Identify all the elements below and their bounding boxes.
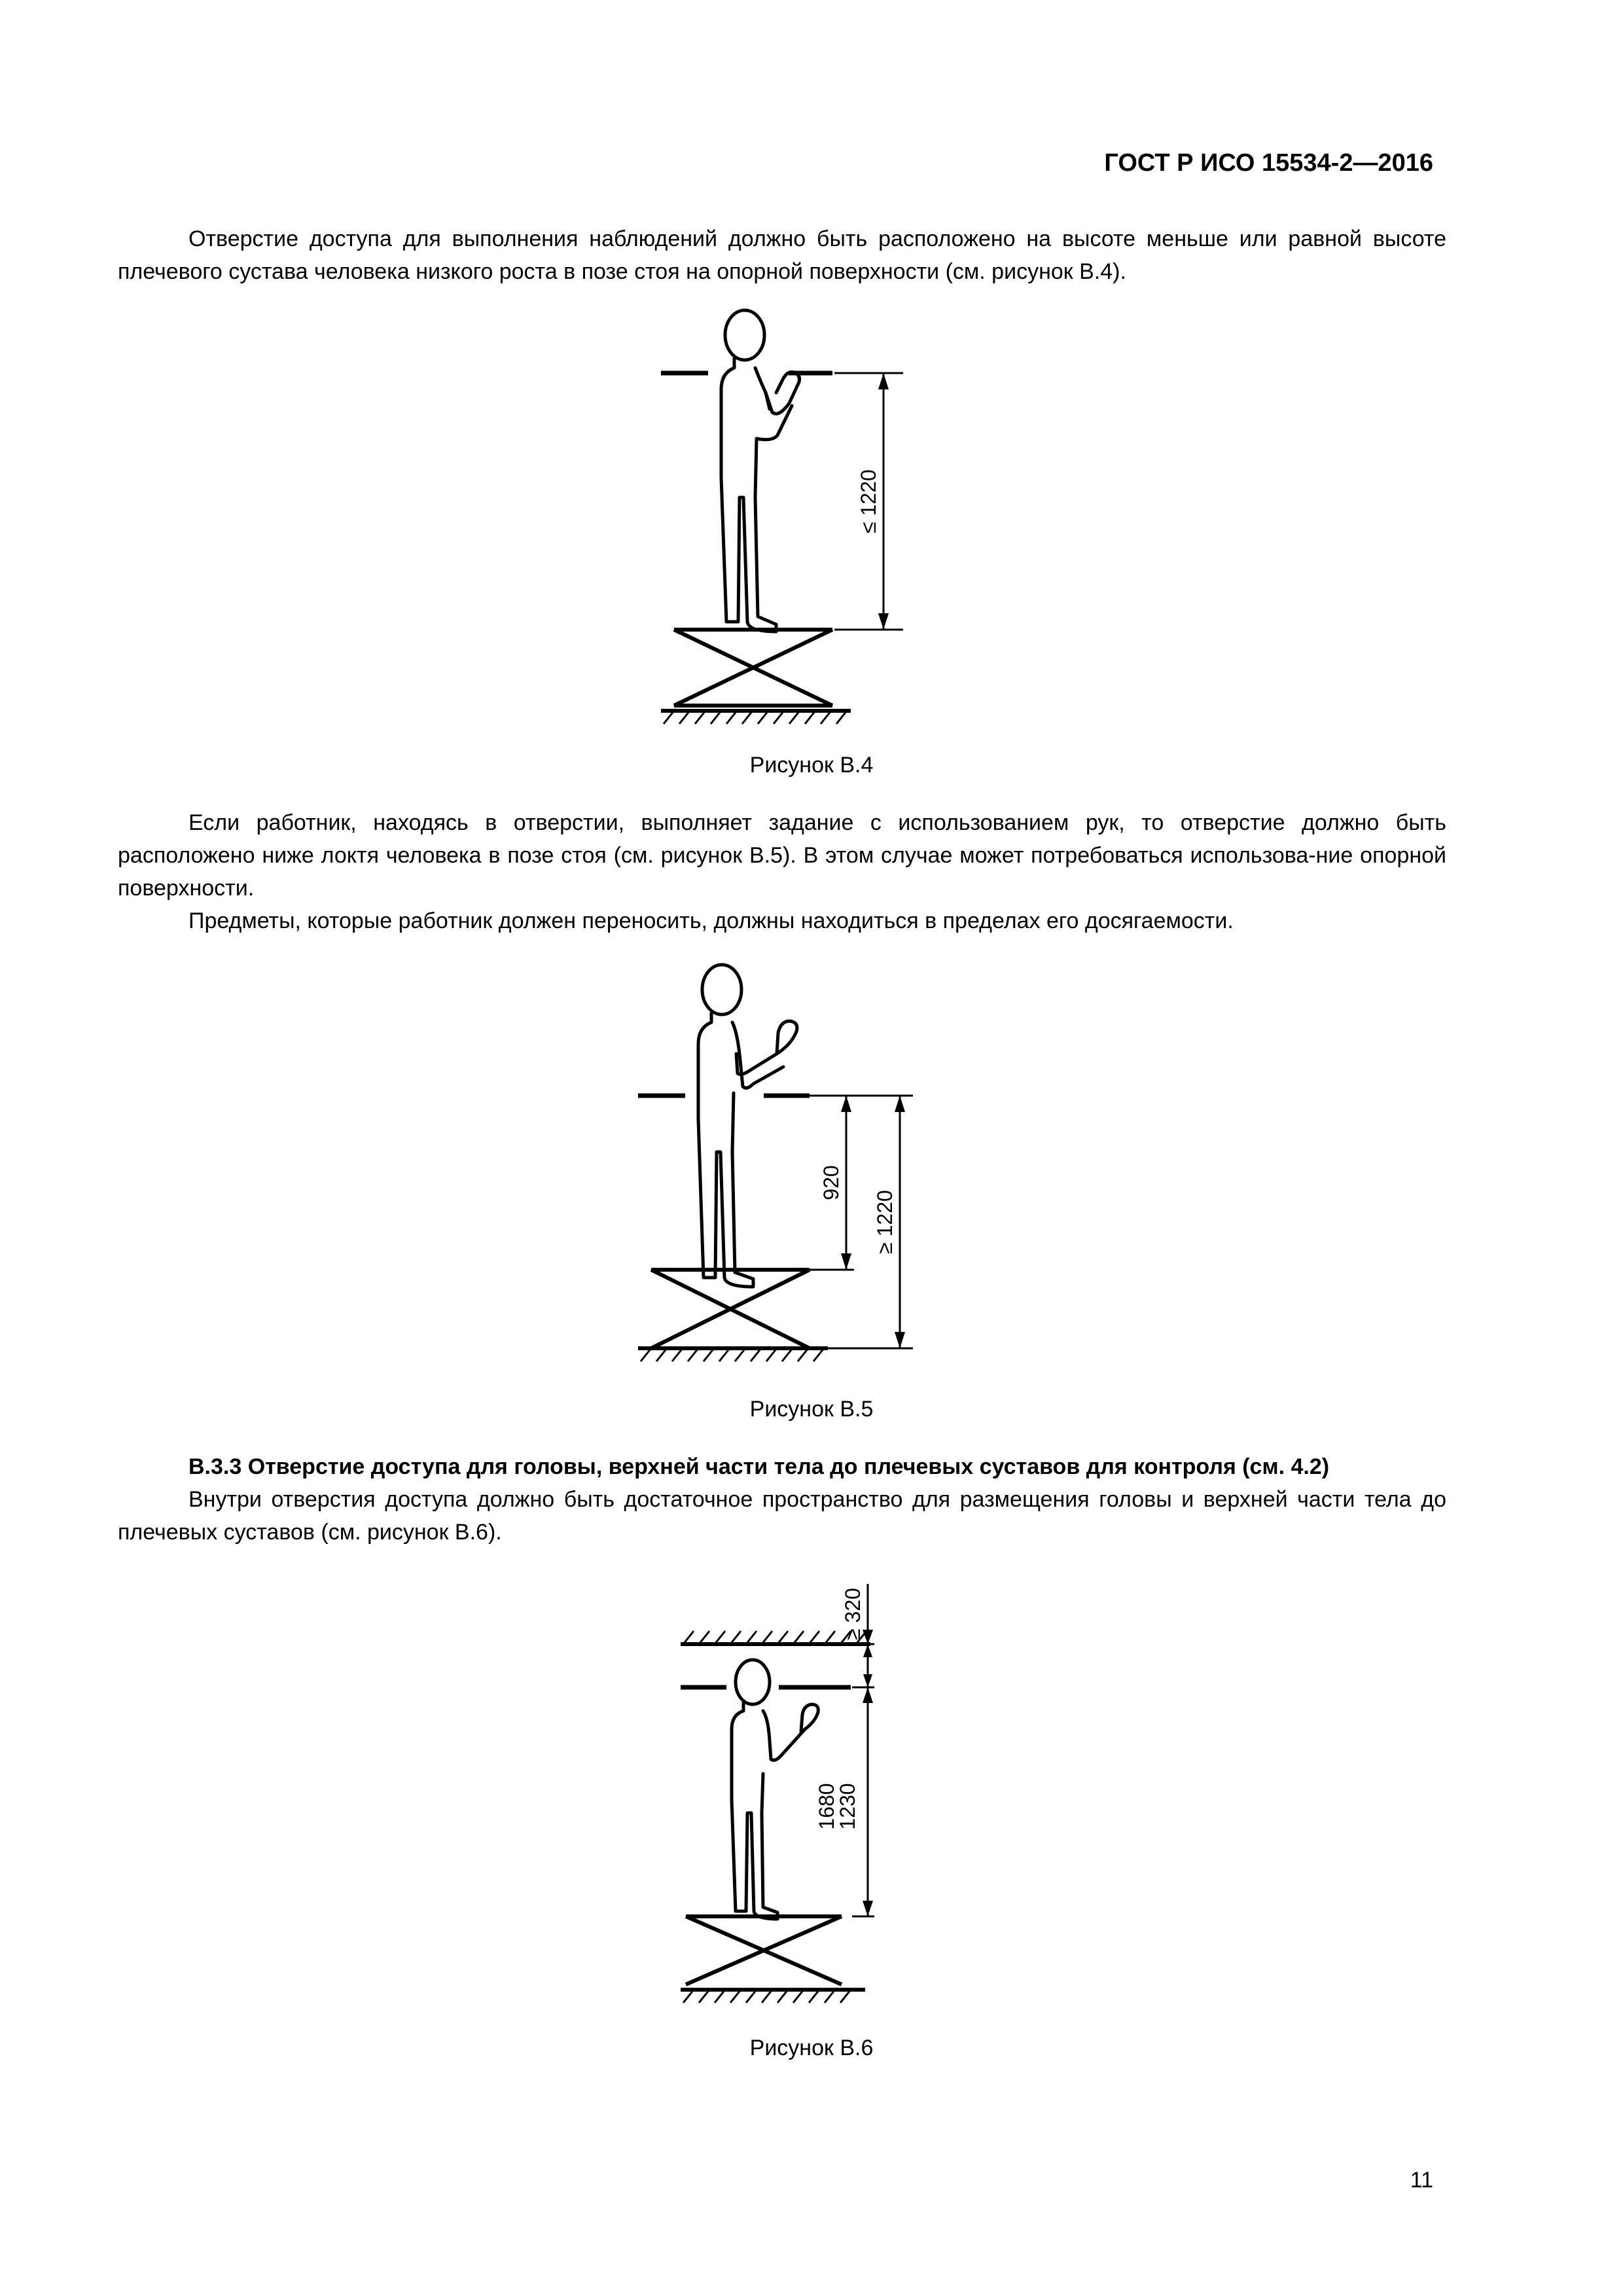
figure-b6-drawing <box>0 1584 1623 2016</box>
figure-b4-caption: Рисунок В.4 <box>749 753 874 778</box>
section-title-b33: В.3.3 Отверстие доступа для головы, верхней части тела до плечевых суставов для контроля (см. 4.2) <box>188 1454 1330 1479</box>
figure-b4-dimension-label: ≤ 1220 <box>857 469 880 533</box>
paragraph-observation-opening: Отверстие доступа для выполнения наблюдений должно быть расположено на высоте меньше или равной высоте плечевого сустава человека низкого роста в позе стоя на опорной поверхности (см. рисунок В.4). <box>118 226 1446 284</box>
paragraph-hand-task-opening: Если работник, находясь в отверстии, выполняет задание с использованием рук, то отверстие должно быть расположено ниже локтя человека в позе стоя (см. рисунок В.5). В этом случае может потребоваться использова-ние опорной поверхности. <box>118 810 1446 901</box>
document-code: ГОСТ Р ИСО 15534-2—2016 <box>1104 149 1433 177</box>
figure-b4-drawing <box>0 301 1623 746</box>
figure-b5-dimension-outer: ≥ 1220 <box>873 1190 897 1254</box>
figure-b5-caption: Рисунок В.5 <box>749 1397 874 1422</box>
figure-b6-dimension-1680: 1680 <box>815 1783 838 1830</box>
figure-b5-dimension-inner: 920 <box>819 1165 843 1200</box>
paragraph-head-opening: Внутри отверстия доступа должно быть достаточное пространство для размещения головы и верхней части тела до плечевых суставов (см. рисунок В.6). <box>118 1487 1446 1545</box>
figure-b5-drawing <box>0 956 1623 1374</box>
figure-b6-dimension-1230: 1230 <box>836 1783 859 1830</box>
figure-b6-dimension-top: ≥ 320 <box>841 1588 865 1640</box>
paragraph-reach-objects: Предметы, которые работник должен переносить, должны находиться в пределах его досягаемости. <box>188 908 1234 933</box>
figure-b6-caption: Рисунок В.6 <box>749 2036 874 2060</box>
page-number: 11 <box>1410 2168 1433 2193</box>
